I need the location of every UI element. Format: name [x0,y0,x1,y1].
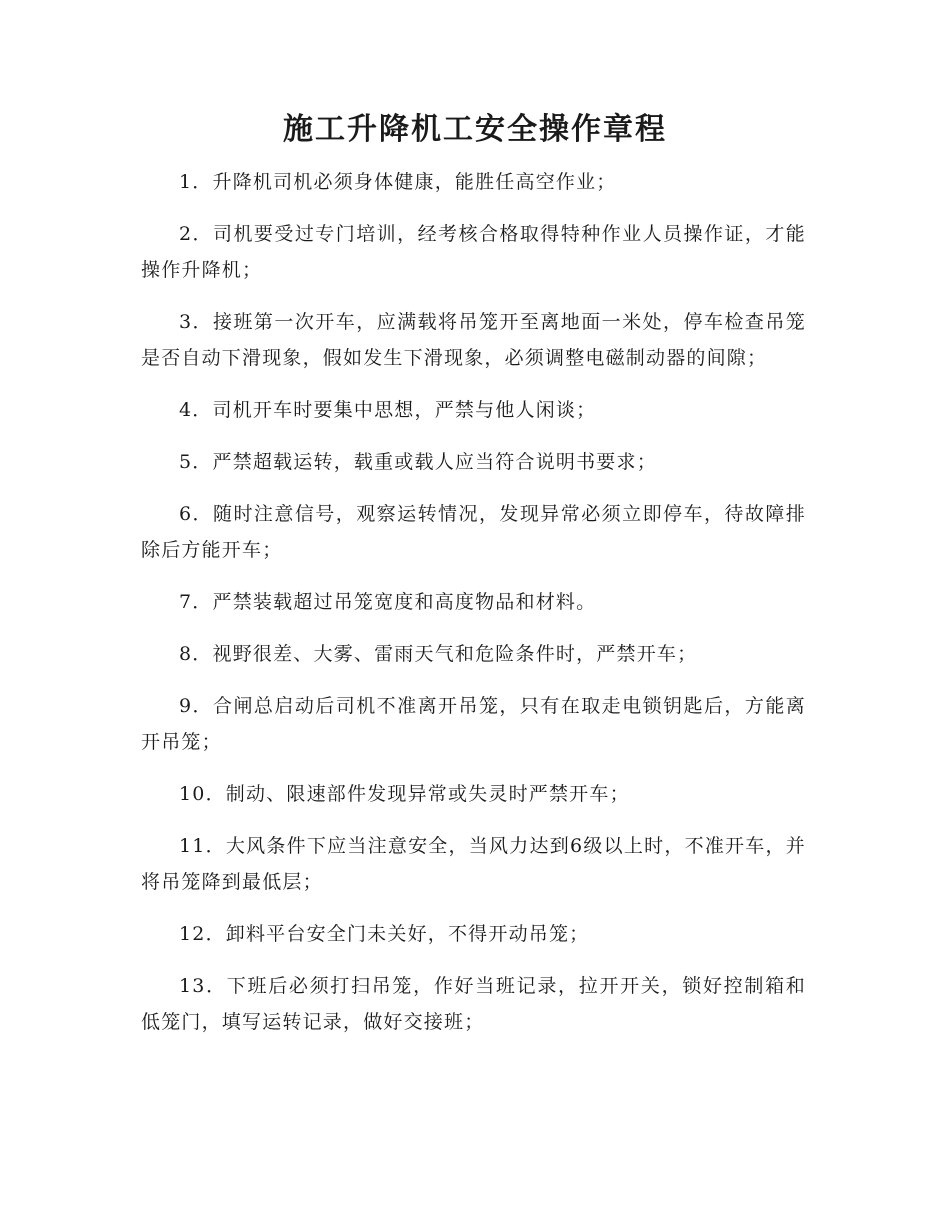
rule-item: 1．升降机司机必须身体健康，能胜任高空作业； [179,171,617,193]
document-title: 施工升降机工安全操作章程 [283,112,667,147]
rule-item: 7．严禁装载超过吊笼宽度和高度物品和材料。 [179,591,597,613]
rule-item: 8．视野很差、大雾、雷雨天气和危险条件时，严禁开车； [179,643,698,665]
rule-item: 2．司机要受过专门培训，经考核合格取得特种作业人员操作证，才能操作升降机； [141,223,806,281]
rule-item: 13．下班后必须打扫吊笼，作好当班记录，拉开开关，锁好控制箱和低笼门，填写运转记录，做好交接班； [141,975,806,1033]
rule-item: 10．制动、限速部件发现异常或失灵时严禁开车； [179,783,630,805]
document-body [141,164,806,1056]
rule-item: 3．接班第一次开车，应满载将吊笼开至离地面一米处，停车检查吊笼是否自动下滑现象，假如发生下滑现象，必须调整电磁制动器的间隙； [141,311,806,369]
rule-item: 4．司机开车时要集中思想，严禁与他人闲谈； [179,399,597,421]
rule-item: 5．严禁超载运转，载重或载人应当符合说明书要求； [179,451,657,473]
rule-item: 6．随时注意信号，观察运转情况，发现异常必须立即停车，待故障排除后方能开车； [141,503,806,561]
rule-item: 12．卸料平台安全门未关好，不得开动吊笼； [179,923,590,945]
rule-item: 11．大风条件下应当注意安全，当风力达到6级以上时，不准开车，并将吊笼降到最低层； [141,835,806,893]
rule-item: 9．合闸总启动后司机不准离开吊笼，只有在取走电锁钥匙后，方能离开吊笼； [141,695,806,753]
